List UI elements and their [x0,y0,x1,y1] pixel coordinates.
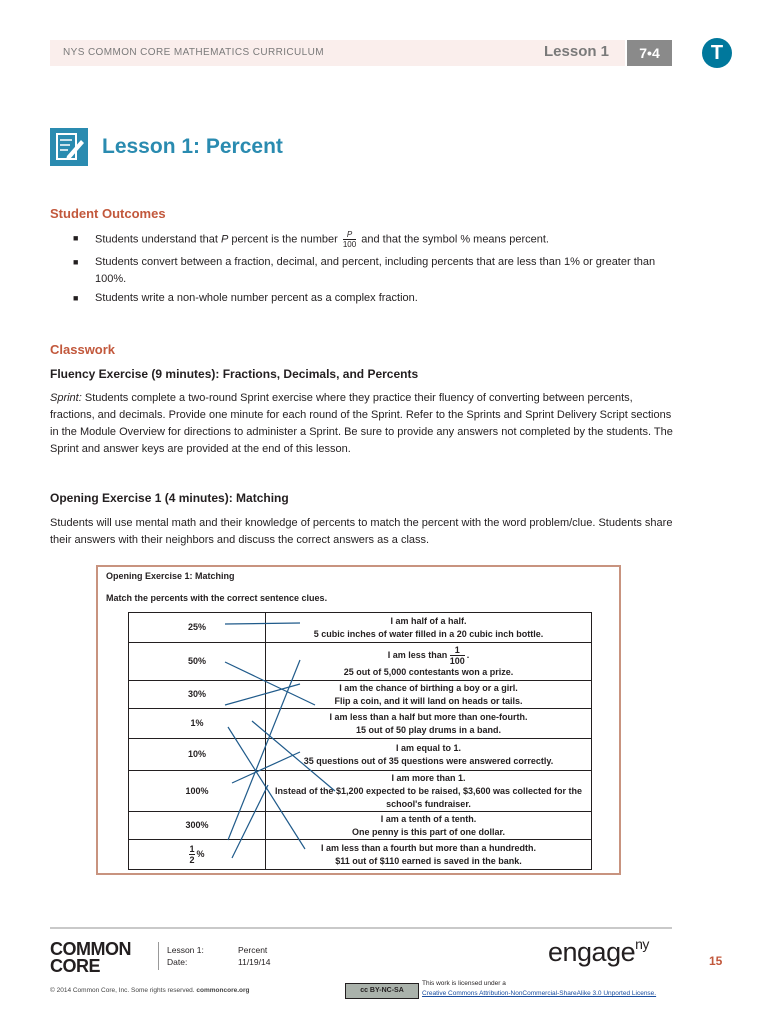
license-link[interactable]: Creative Commons Attribution-NonCommercial-ShareAlike 3.0 Unported License. [422,990,657,997]
clue-cell: I am equal to 1. 35 questions out of 35 questions were answered correctly. [266,739,592,771]
percent-cell: 30% [129,681,266,709]
clue-cell: I am less than a fourth but more than a hundredth. $11 out of $110 earned is saved in the bank. [266,840,592,870]
table-row [129,681,592,709]
opening-paragraph: Students will use mental math and their knowledge of percents to match the percent with the word problem/clue. Students share their answers with their neighbors and discuss the correct answers as a class. [50,517,673,546]
clue-cell: I am less than a half but more than one-fourth. 15 out of 50 play drums in a band. [266,709,592,739]
bullet-marker: ■ [73,293,79,303]
table-row [129,840,592,870]
clue-cell: I am half of a half. 5 cubic inches of water filled in a 20 cubic inch bottle. [266,613,592,643]
outcome-3: Students write a non-whole number percent as a complex fraction. [95,292,418,304]
teacher-badge: T [702,38,732,68]
opening-title: Opening Exercise 1 (4 minutes): Matching [50,491,289,505]
page-number: 15 [709,954,723,968]
percent-cell: 100% [129,771,266,812]
cc-license-badge[interactable]: cc BY-NC-SA [345,983,419,999]
footer-labels: Lesson 1: Date: [167,945,204,967]
fraction-1-over-100: $\frac{1}{100}$ [449,644,465,666]
license-text: This work is licensed under a [422,980,506,987]
percent-cell: 10% [129,739,266,771]
table-row [129,709,592,739]
percent-cell: 25% [129,613,266,643]
bullet-marker: ■ [73,233,79,243]
copyright: © 2014 Common Core, Inc. Some rights reserved. commoncore.org [50,987,250,994]
engageny-logo: engage$^{ny}$ [548,936,649,967]
footer-divider [158,942,159,970]
outcomes-heading: Student Outcomes [50,206,166,221]
percent-cell: 50% [129,643,266,681]
outcome-1: Students understand that P percent is the number $\frac{P}{100}$ and that the symbol % means percent. [95,230,549,249]
clue-cell: I am more than 1. Instead of the $1,200 expected to be raised, $3,600 was collected for the school's fundraiser. [266,771,592,812]
clue-cell: I am the chance of birthing a boy or a girl. Flip a coin, and it will land on heads or tails. [266,681,592,709]
header-module: 7•4 [627,40,672,66]
outcome-2: Students convert between a fraction, decimal, and percent, including percents that are less than 1% or greater than 100%. [95,256,656,285]
common-core-logo: COMMON CORE [50,939,131,976]
table-row [129,739,592,771]
fraction-p-over-100: $\frac{P}{100}$ [342,230,357,249]
table-row [129,812,592,840]
exercise-instruction: Match the percents with the correct sentence clues. [106,593,328,603]
fluency-title: Fluency Exercise (9 minutes): Fractions, Decimals, and Percents [50,367,419,381]
fraction-one-half: $\frac{1}{2}$ [189,844,195,865]
table-row [129,613,592,643]
classwork-heading: Classwork [50,342,116,357]
fluency-paragraph: Sprint: Students complete a two-round Sprint exercise where they practice their fluency of converting between percents, fractions, and decimals. Provide one minute for each round of the Sprint. Refer to the Sprints and Sprint Delivery Script sections in the Module Overview for directions to administer a Sprint. Be sure to provide any answers not completed by the students. The Sprint and answer keys are provided at the end of this lesson. [50,392,673,455]
clue-cell: I am less than $\frac{1}{100}$ . 25 out of 5,000 contestants won a prize. [266,643,592,681]
percent-cell: 300% [129,812,266,840]
table-row [129,643,592,681]
percent-cell: $\frac{1}{2}$ % [129,840,266,870]
header-lesson: Lesson 1 [544,43,610,60]
lesson-pencil-icon [50,128,88,166]
percent-cell: 1% [129,709,266,739]
matching-table [128,612,592,870]
curriculum-title: NYS COMMON CORE MATHEMATICS CURRICULUM [63,47,324,58]
bullet-marker: ■ [73,257,79,267]
footer-rule [50,927,672,929]
exercise-title: Opening Exercise 1: Matching [106,571,235,581]
lesson-title: Lesson 1: Percent [102,135,283,158]
clue-cell: I am a tenth of a tenth. One penny is this part of one dollar. [266,812,592,840]
table-row [129,771,592,812]
footer-values: Percent 11/19/14 [238,945,271,967]
